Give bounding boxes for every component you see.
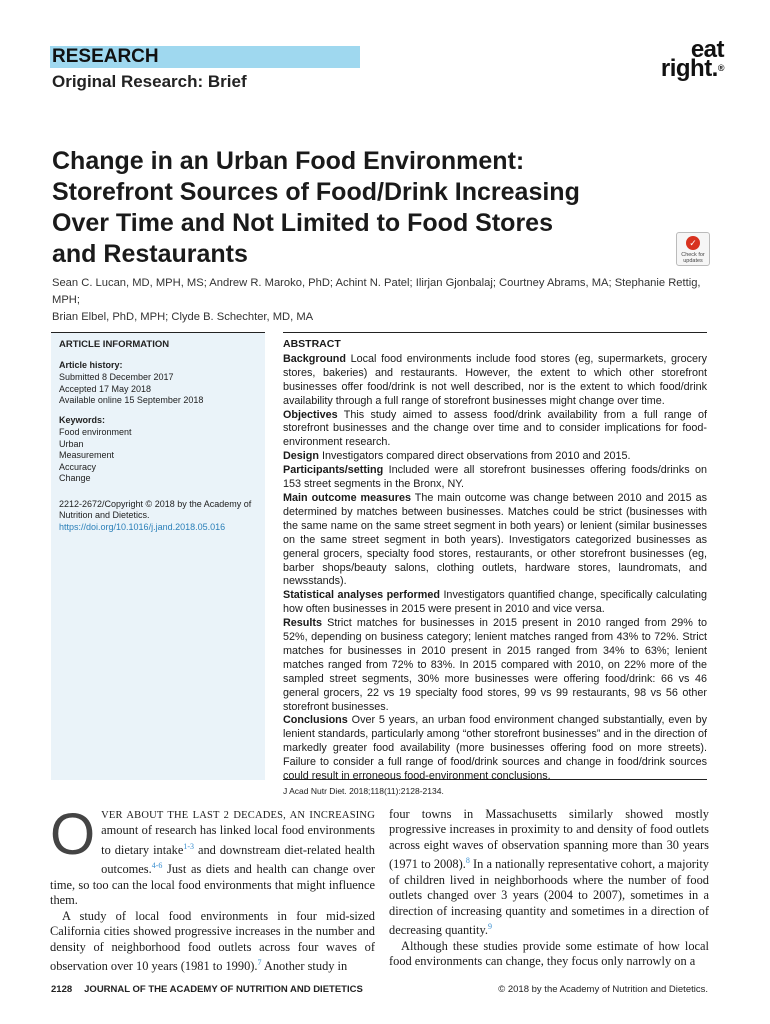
abstract-conclusions: Conclusions Over 5 years, an urban food environment changed substantially, even by lenient standards, particularly among “other storefront businesses” and in the direction of markedly greater food availability (more businesses offering food on more streets). Failure to consider a full range of food/drink sources and change in food/drink sources could result in erroneous food-environment conclusions. — [283, 714, 708, 783]
reference-link[interactable]: 8 — [465, 856, 470, 866]
title-line-3: Over Time and Not Limited to Food Stores — [52, 209, 553, 237]
abstract-label: Main outcome measures — [283, 491, 411, 504]
body-paragraph: Although these studies provide some estimate of how local food environments can change, they focus only narrowly on a — [389, 938, 709, 968]
keyword-item: Change — [59, 473, 91, 483]
authors-line-2: Brian Elbel, PhD, MPH; Clyde B. Schechter, MD, MA — [52, 311, 314, 323]
title-line-1: Change in an Urban Food Environment: — [52, 147, 525, 175]
history-accepted: Accepted 17 May 2018 — [59, 383, 152, 394]
reference-link[interactable]: 4-6 — [151, 861, 163, 871]
reference-link[interactable]: 9 — [487, 921, 492, 931]
section-label: RESEARCH — [52, 46, 159, 67]
history-list — [59, 372, 257, 407]
article-info-box — [51, 332, 265, 780]
abstract-outcome-measures: Main outcome measures The main outcome was change between 2010 and 2015 as determined by matches between businesses. Matches could be strict (businesses with the same name on the same street segment in both years) or lenient (similar businesses on the same street segment in both years). Investigators categorized businesses as general grocers, specialty food stores, restaurants, or other storefront businesses (eg, barber shops/beauty salons, clothing outlets, hardware stores, laundromats, and newsstands). — [283, 491, 707, 588]
body-paragraph: four towns in Massachusetts similarly showed mostly progressive increases in proximity to and density of food outlets across eight waves of observation spanning more than 30 years (1971 to 2008).$^8$ In a nationally representative cohort, a majority of children lived in neighborhoods where the number of food outlets changed over 3 years (2004 to 2007), sometimes in a direction of increasing quantity and sometimes in a direction of decreasing quantity.$^9$ — [389, 807, 709, 938]
abstract-label: Results — [283, 617, 323, 630]
lead-in: VER ABOUT THE LAST 2 DECADES, AN INCREASING — [101, 810, 375, 821]
eatright-logo — [648, 36, 724, 82]
subsection-label: Original Research: Brief — [52, 72, 247, 91]
abstract-participants: Participants/setting Included were all storefront businesses offering foods/drinks on 153 street segments in the Bronx, NY. — [283, 464, 707, 491]
abstract-heading: ABSTRACT — [283, 338, 341, 350]
body-column-left — [50, 802, 375, 974]
crossmark-icon: ✓ — [686, 236, 700, 250]
doi-link[interactable]: https://doi.org/10.1016/j.jand.2018.05.016 — [59, 521, 226, 532]
abstract-label: Participants/setting — [283, 464, 384, 477]
keyword-item: Measurement — [59, 450, 115, 460]
article-info-heading: ARTICLE INFORMATION — [59, 339, 170, 350]
title-line-2: Storefront Sources of Food/Drink Increasing — [52, 178, 580, 206]
logo-registered-mark: ® — [717, 63, 724, 73]
abstract-bottom-rule — [283, 779, 707, 780]
reference-link[interactable]: 1-3 — [183, 841, 195, 851]
reference-link[interactable]: 7 — [257, 957, 262, 967]
copyright-notice: 2212-2672/Copyright © 2018 by the Academy of Nutrition and Dietetics. — [59, 498, 252, 520]
keywords-label: Keywords: — [59, 414, 106, 425]
journal-citation: J Acad Nutr Diet. 2018;118(11):2128-2134. — [283, 786, 444, 796]
keyword-item: Urban — [59, 438, 84, 449]
keyword-item: Accuracy — [59, 461, 97, 472]
authors-line-1: Sean C. Lucan, MD, MPH, MS; Andrew R. Maroko, PhD; Achint N. Patel; Ilirjan Gjonbalaj; Courtney Abrams, MA; Stephanie Rettig, MPH; — [52, 277, 701, 306]
abstract-label: Statistical analyses performed — [283, 589, 440, 602]
abstract-label: Background — [283, 352, 346, 365]
footer-copyright: © 2018 by the Academy of Nutrition and Dietetics. — [498, 984, 708, 995]
keywords-list — [59, 427, 257, 485]
abstract — [283, 332, 707, 799]
check-for-updates-badge[interactable] — [676, 232, 710, 266]
body-paragraph: A study of local food environments in four mid-sized California cities showed progressive increases in the number and density of neighborhood food outlets across four waves of observation over 10 years (1981 to 1990).$^7$ Another study in — [50, 908, 375, 974]
drop-cap: O — [50, 802, 96, 867]
journal-name: JOURNAL OF THE ACADEMY OF NUTRITION AND DIETETICS — [84, 984, 363, 995]
abstract-results: Results Strict matches for businesses in 2015 present in 2010 ranged from 29% to 52%, depending on business category; lenient matches ranged from 43% to 72%. Strict matches for businesses in 2010 present in 2015 ranged from 34% to 63%; lenient matches ranged from 72% to 83%. In 2015 compared with 2010, on 22% more of the sampled street segments, 30% more businesses were offering food/drink: 66 vs 46 general grocers, 22 vs 19 specialty food stores, 99 vs 99 restaurants, 98 vs 56 other storefront businesses. — [283, 617, 708, 713]
history-submitted: Submitted 8 December 2017 — [59, 372, 174, 382]
logo-line-1: eat — [690, 36, 724, 63]
abstract-label: Conclusions — [283, 714, 348, 727]
article-title — [52, 146, 642, 270]
page-number: 2128 — [51, 984, 73, 995]
history-label: Article history: — [59, 359, 123, 370]
abstract-design: Design Investigators compared direct observations from 2010 and 2015. — [283, 450, 631, 463]
keyword-item: Food environment — [59, 427, 132, 437]
abstract-background: Background Local food environments include food stores (eg, supermarkets, grocery stores, bakeries) and restaurants. However, the extent to which other storefront businesses offer food/drink is not well described, nor is the extent to which food/drink availability through a full range of storefront businesses might change over time. — [283, 352, 707, 407]
check-for-updates-label: Check for updates — [681, 252, 705, 264]
logo-line-2: right. — [660, 55, 718, 82]
history-online: Available online 15 September 2018 — [59, 395, 204, 405]
abstract-statistical-analyses: Statistical analyses performed Investigators quantified change, specifically calculating how often businesses in 2015 were present in 2010 and vice versa. — [283, 589, 707, 616]
abstract-objectives: Objectives This study aimed to assess food/drink availability from a full range of storefront businesses and the change over time and to consider implications for food-environment research. — [283, 408, 707, 449]
abstract-label: Design — [283, 450, 319, 463]
intro-paragraph: OVER ABOUT THE LAST 2 DECADES, AN INCREASING amount of research has linked local food environments to dietary intake$^{1-3}$ and downstream diet-related health outcomes.$^{4-6}$ Just as diets and health can change over time, so too can the local food environments that might influence them. — [50, 802, 375, 908]
footer-journal — [51, 984, 363, 995]
body-column-right — [389, 807, 709, 969]
author-list — [52, 275, 712, 326]
title-line-4: and Restaurants — [52, 240, 248, 268]
abstract-label: Objectives — [283, 408, 338, 421]
